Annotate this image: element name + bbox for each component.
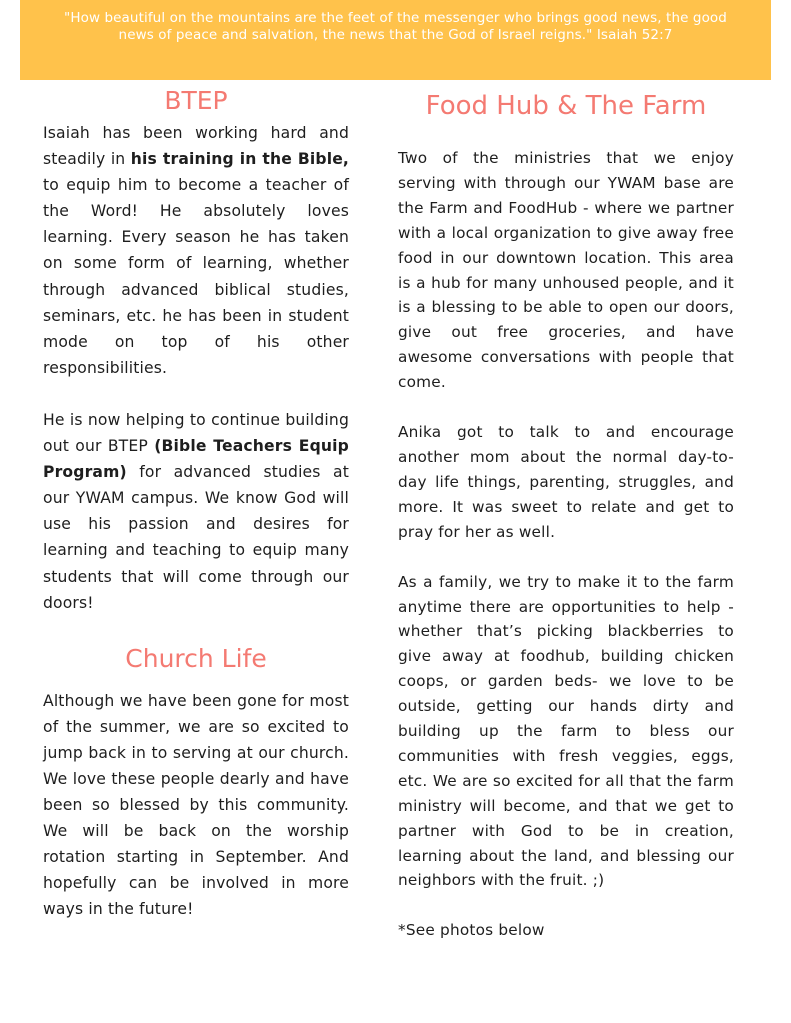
right-column (398, 88, 734, 943)
scripture-banner (20, 0, 771, 80)
church-life-paragraph: Although we have been gone for most of the summer, we are so excited to jump back in to serving at our church. We love these people dearly and have been so blessed by this community. We will be back on the worship rotation starting in September. And hopefully can be involved in more ways in the future! (43, 691, 349, 919)
scripture-quote: "How beautiful on the mountains are the feet of the messenger who brings good news, the good news of peace and salvation, the news that the God of Israel reigns." Isaiah 52:7 (64, 10, 727, 43)
paragraph-gap (398, 395, 734, 420)
see-photos-note: *See photos below (398, 921, 545, 940)
text-run: for advanced studies at our YWAM campus. We know God will use his passion and desires for learning and teaching to equip many students that will come through our doors! (43, 463, 349, 612)
text-run: to equip him to become a teacher of the Word! He absolutely loves learning. Every season he has taken on some form of learning, whether through advanced biblical studies, seminars, etc. he has been in student mode on top of his other responsibilities. (43, 176, 349, 377)
paragraph-gap (398, 893, 734, 918)
paragraph-gap (43, 381, 349, 407)
btep-paragraph-2 (43, 407, 349, 616)
food-hub-paragraph-2: Anika got to talk to and encourage another mom about the normal day-to-day life things, parenting, struggles, and more. It was sweet to relate and get to pray for her as well. (398, 423, 734, 541)
church-life-section (43, 642, 349, 923)
btep-heading: BTEP (164, 86, 228, 115)
text-run: Isaiah has been working hard and steadily in (43, 124, 349, 169)
left-column (43, 84, 349, 923)
food-hub-paragraph-1: Two of the ministries that we enjoy serving with through our YWAM base are the Farm and FoodHub - where we partner with a local organization to give away free food in our downtown location. This area is a hub for many unhoused people, and it is a blessing to be able to open our doors, give out free groceries, and have awesome conversations with people that come. (398, 149, 734, 392)
btep-section (43, 84, 349, 616)
food-hub-section (398, 88, 734, 943)
bold-text: his training in the Bible, (130, 150, 349, 169)
btep-paragraph-1 (43, 120, 349, 381)
paragraph-gap (398, 545, 734, 570)
church-life-heading: Church Life (125, 643, 267, 673)
food-hub-heading: Food Hub & The Farm (425, 91, 707, 121)
bold-text: (Bible Teachers Equip Program) (43, 437, 349, 482)
food-hub-paragraph-3: As a family, we try to make it to the farm anytime there are opportunities to help - whether that’s picking blackberries to give away at foodhub, building chicken coops, or garden beds- we love to be outside, getting our hands dirty and building up the farm to bless our communities with fresh veggies, eggs, etc. We are so excited for all that the farm ministry will become, and that we get to partner with God to be in creation, learning about the land, and blessing our neighbors with the fruit. ;) (398, 572, 734, 890)
text-run: He is now helping to continue building out our BTEP (43, 410, 349, 456)
